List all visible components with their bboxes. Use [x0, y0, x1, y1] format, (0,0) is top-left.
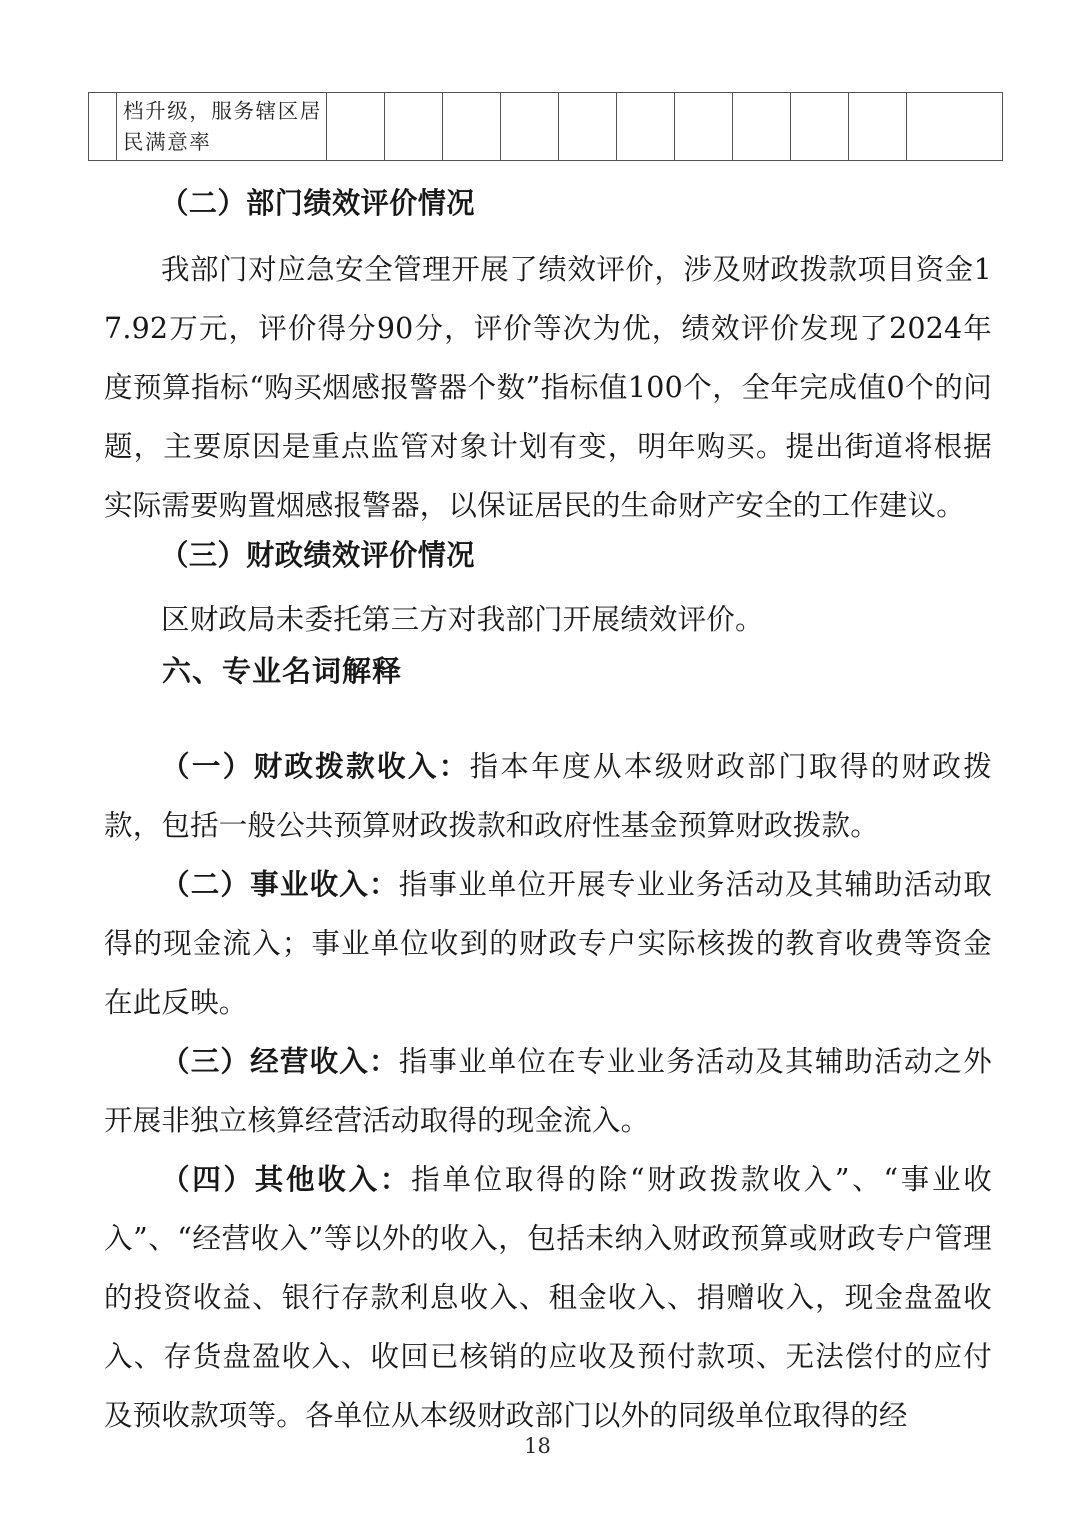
table-cell-empty-6 [617, 93, 675, 161]
glossary-term: （二）事业收入 [161, 866, 369, 901]
glossary-term-separator: ： [379, 1161, 412, 1196]
table-cell-index [89, 93, 117, 161]
table-cell-empty-10 [849, 93, 907, 161]
glossary-term-separator: ： [369, 866, 399, 901]
glossary-definition: 指本年度从本级财政部门取得的财政拨款，包括一般公共预算财政拨款和政府性基金预算财政拨款。 [104, 749, 992, 842]
glossary-term-separator: ： [369, 1043, 399, 1078]
table-cell-empty-5 [559, 93, 617, 161]
section-heading-fiscal-performance-eval: （三）财政绩效评价情况 [160, 538, 476, 572]
section-heading-glossary: 六、专业名词解释 [162, 654, 403, 688]
table-cell-empty-1 [327, 93, 385, 161]
section-heading-dept-performance-eval: （二）部门绩效评价情况 [160, 186, 476, 220]
table-row [89, 93, 1003, 161]
glossary-entry-other-income [104, 1150, 992, 1445]
table-cell-empty-2 [385, 93, 443, 161]
page-number: 18 [524, 1434, 551, 1458]
table-cell-empty-7 [675, 93, 733, 161]
performance-indicator-table-fragment [88, 92, 1003, 161]
glossary-term: （三）经营收入 [161, 1043, 369, 1078]
table-cell-empty-3 [443, 93, 501, 161]
paragraph-fiscal-performance-eval: 区财政局未委托第三方对我部门开展绩效评价。 [161, 603, 764, 636]
glossary-definition: 指事业单位开展专业业务活动及其辅助活动取得的现金流入；事业单位收到的财政专户实际核拨的教育收费等资金在此反映。 [104, 867, 992, 1019]
glossary-term: （一）财政拨款收入 [161, 748, 439, 783]
table-cell-indicator-name: 档升级，服务辖区居民满意率 [117, 93, 327, 161]
table-cell-empty-9 [791, 93, 849, 161]
table-cell-empty-11 [907, 93, 1003, 161]
table-cell-empty-8 [733, 93, 791, 161]
paragraph-dept-performance-eval: 我部门对应急安全管理开展了绩效评价，涉及财政拨款项目资金17.92万元，评价得分90分，评价等次为优，绩效评价发现了2024年度预算指标“购买烟感报警器个数”指标值100个，全年完成值0个的问题，主要原因是重点监管对象计划有变，明年购买。提出街道将根据实际需要购置烟感报警器，以保证居民的生命财产安全的工作建议。 [104, 253, 992, 522]
table-cell-empty-4 [501, 93, 559, 161]
glossary-definition: 指事业单位在专业业务活动及其辅助活动之外开展非独立核算经营活动取得的现金流入。 [104, 1044, 992, 1137]
glossary-term: （四）其他收入 [161, 1161, 380, 1196]
glossary-definition: 指单位取得的除“财政拨款收入”、“事业收入”、“经营收入”等以外的收入，包括未纳入财政预算或财政专户管理的投资收益、银行存款利息收入、租金收入、捐赠收入，现金盘盈收入、存货盘盈收入、收回已核销的应收及预付款项、无法偿付的应付及预收款项等。各单位从本级财政部门以外的同级单位取得的经 [104, 1162, 992, 1432]
glossary-term-separator: ： [438, 748, 470, 783]
